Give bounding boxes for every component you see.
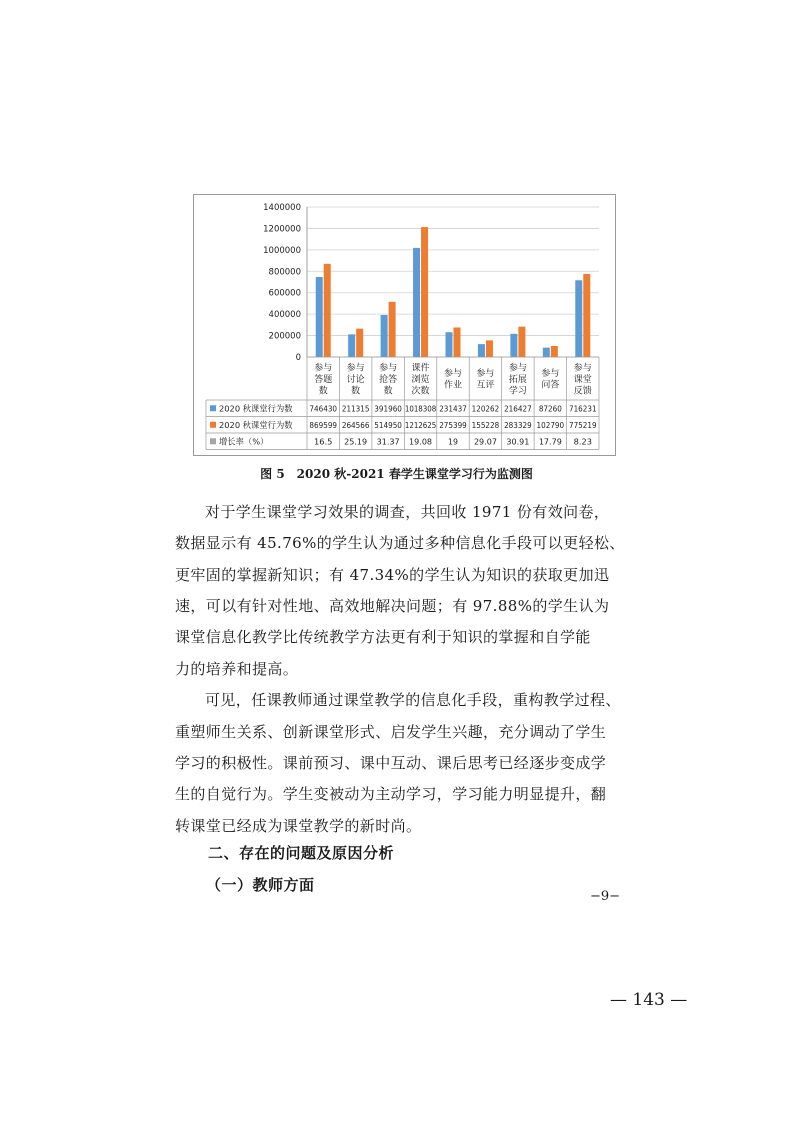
bar: [551, 346, 558, 357]
y-tick-label: 600000: [268, 288, 301, 299]
paragraph-line: 速，可以有针对性地、高效地解决问题；有 97.88%的学生认为: [175, 597, 610, 615]
category-label: 参与: [541, 369, 560, 379]
paragraph-line: 学习的积极性。课前预习、课中互动、课后思考已经逐步变成学: [175, 754, 607, 772]
series-name: 增长率（%）: [219, 436, 269, 447]
category-label: 参与: [476, 369, 495, 379]
category-label: 拓展: [508, 374, 527, 385]
series-name: 2020 秋课堂行为数: [219, 419, 293, 430]
paragraph-line: 数据显示有 45.76%的学生认为通过多种信息化手段可以更轻松、: [175, 534, 625, 552]
category-label: 数: [351, 386, 361, 397]
category-label: 课堂: [573, 374, 592, 385]
data-label: 716231: [568, 403, 597, 414]
data-label: 102790: [536, 419, 565, 430]
category-label: 数: [318, 386, 328, 397]
y-tick-label: 1200000: [263, 224, 301, 235]
bar: [486, 340, 493, 357]
figure-caption: 图 5 2020 秋-2021 春学生课堂学习行为监测图: [260, 467, 533, 481]
data-label: 16.5: [314, 436, 333, 447]
data-label: 30.91: [506, 436, 530, 447]
legend-key: [210, 405, 216, 411]
category-label: 反馈: [573, 386, 592, 397]
y-tick-label: 200000: [268, 331, 301, 342]
bar: [583, 274, 590, 357]
bar: [348, 334, 355, 357]
data-label: 17.79: [538, 436, 562, 447]
bar: [413, 248, 420, 357]
data-label: 275399: [439, 419, 467, 430]
category-label: 讨论: [346, 374, 365, 385]
paragraph-line: 对于学生课堂学习效果的调查，共回收 1971 份有效问卷，: [205, 503, 610, 521]
data-label: 19.08: [409, 436, 433, 447]
paragraph-line: 转课堂已经成为课堂教学的新时尚。: [175, 817, 422, 835]
bar: [510, 334, 517, 357]
category-label: 参与: [508, 363, 527, 374]
y-tick-label: 1400000: [263, 203, 301, 213]
bar: [575, 280, 582, 357]
paragraph-line: 力的培养和提高。: [175, 660, 299, 678]
data-label: 211315: [341, 403, 370, 414]
y-tick-label: 400000: [268, 310, 301, 321]
bar: [478, 344, 485, 357]
series-name: 2020 秋课堂行为数: [219, 403, 293, 414]
bar: [389, 302, 396, 357]
bar: [381, 315, 388, 357]
bar: [356, 329, 363, 357]
data-label: 1212625: [404, 419, 437, 430]
paragraph-line: 生的自觉行为。学生变被动为主动学习，学习能力明显提升，翻: [175, 785, 607, 803]
category-label: 参与: [573, 363, 592, 374]
bar: [518, 327, 525, 357]
bar: [543, 348, 550, 357]
category-label: 浏览: [411, 374, 430, 385]
bar: [421, 227, 428, 357]
paragraph-line: 重塑师生关系、创新课堂形式、启发学生兴趣，充分调动了学生: [175, 723, 607, 741]
data-label: 869599: [309, 419, 338, 430]
bar: [454, 327, 461, 357]
category-label: 参与: [379, 363, 398, 374]
paragraph-line: 更牢固的掌握新知识；有 47.34%的学生认为知识的获取更加迅: [175, 566, 610, 584]
category-label: 次数: [411, 386, 430, 397]
inner-page-number: −9−: [590, 889, 621, 904]
y-tick-label: 0: [295, 353, 301, 363]
category-label: 参与: [443, 369, 463, 379]
data-label: 775219: [568, 419, 597, 430]
paragraph-line: 课堂信息化教学比传统教学方法更有利于知识的掌握和自学能: [175, 628, 591, 646]
category-label: 答题: [314, 374, 333, 385]
data-label: 29.07: [473, 436, 497, 447]
data-label: 25.19: [344, 436, 368, 447]
data-label: 87260: [538, 403, 562, 414]
data-label: 155228: [471, 419, 500, 430]
data-label: 120262: [471, 403, 500, 414]
data-label: 19: [448, 436, 458, 447]
legend-key: [210, 438, 216, 444]
category-label: 互评: [476, 380, 495, 391]
category-label: 参与: [314, 363, 333, 374]
bar-chart: [194, 195, 615, 455]
data-label: 746430: [309, 403, 338, 414]
y-tick-label: 1000000: [263, 245, 301, 256]
category-label: 数: [383, 386, 393, 397]
page-number: — 143 —: [610, 990, 688, 1010]
paragraph-line: 可见，任课教师通过课堂教学的信息化手段，重构教学过程、: [205, 691, 621, 709]
category-label: 抢答: [379, 374, 398, 385]
bar: [446, 332, 453, 357]
category-label: 参与: [346, 363, 365, 374]
data-label: 216427: [504, 403, 532, 414]
legend-key: [210, 422, 216, 428]
y-tick-label: 800000: [268, 267, 301, 278]
category-label: 问答: [541, 380, 560, 391]
chart-figure: [193, 194, 616, 456]
data-label: 31.37: [376, 436, 400, 447]
data-label: 264566: [341, 419, 370, 430]
category-label: 课件: [411, 363, 430, 374]
data-label: 514950: [374, 419, 402, 430]
data-label: 391960: [374, 403, 402, 414]
bar: [316, 277, 323, 357]
section-heading: 二、存在的问题及原因分析: [208, 844, 395, 862]
data-label: 231437: [439, 403, 467, 414]
bar: [324, 264, 331, 357]
category-label: 作业: [443, 380, 463, 391]
data-label: 283329: [504, 419, 532, 430]
category-label: 学习: [508, 386, 527, 397]
subsection-heading: （一）教师方面: [206, 876, 315, 894]
data-label: 8.23: [573, 436, 592, 447]
data-label: 1018308: [404, 403, 437, 414]
